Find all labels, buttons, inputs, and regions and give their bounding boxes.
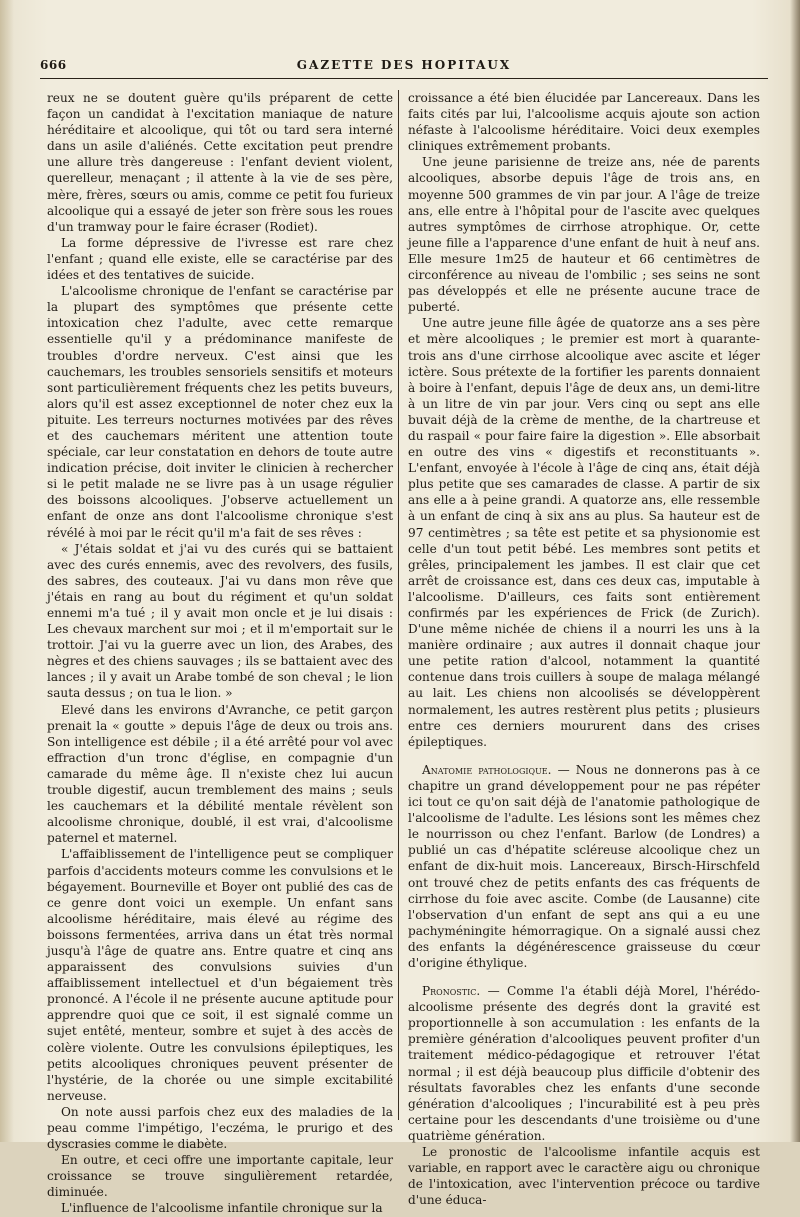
running-header <box>40 56 768 80</box>
section-body: — Comme l'a établi déjà Morel, l'hérédo-alcoolisme présente des degrés dont la gravité est proportionnelle à son accumulation : les enfants de la première génération d'alcooliques peuvent profiter d'un traitement médico-pédagogique et retrouver l'état normal ; il est déjà beaucoup plus difficile d'obtenir des résultats favorables chez les enfants d'une seconde génération d'alcooliques ; l'incurabilité est à peu près certaine pour les descendants d'une troisième ou d'une quatrième génération. <box>408 984 760 1143</box>
paragraph: reux ne se doutent guère qu'ils préparent de cette façon un candidat à l'excitation maniaque de nature héréditaire et alcoolique, qui tôt ou tard sera interné dans un asile d'aliénés. Cette excitation peut prendre une allure très dangereuse : l'enfant devient violent, querelleur, menaçant ; il attente à la vie de ses père, mère, frères, sœurs ou amis, comme ce petit fou furieux alcoolique qui a essayé de jeter son frère sous les roues d'un tramway pour le faire écraser (Rodiet). <box>47 91 393 234</box>
paragraph: La forme dépressive de l'ivresse est rare chez l'enfant ; quand elle existe, elle se caractérise par des idées et des tentatives de suicide. <box>47 235 393 283</box>
page-right-edge-shadow <box>790 0 800 1142</box>
section-pronostic <box>408 983 760 1144</box>
paragraph: L'affaiblissement de l'intelligence peut se compliquer parfois d'accidents moteurs comme les convulsions et le bégayement. Bourneville et Boyer ont publié des cas de ce genre dont voici un exemple. Un enfant sans alcoolisme héréditaire, mais élevé au régime des boissons fermentées, arriva dans un état très normal jusqu'à l'âge de quatre ans. Entre quatre et cinq ans apparaissent des convulsions suivies d'un affaiblissement intellectuel et d'un bégaiement très prononcé. A l'école il ne présente aucune aptitude pour apprendre quoi que ce soit, il est signalé comme un sujet entêté, menteur, sombre et sujet à des accès de colère violente. Outre les convulsions épileptiques, les petits alcooliques chroniques peuvent présenter de l'hystérie, de la chorée ou une simple excitabilité nerveuse. <box>47 847 393 1103</box>
paragraph: L'alcoolisme chronique de l'enfant se caractérise par la plupart des symptômes que présente cette intoxication chez l'adulte, avec cette remarque essentielle qu'il y a prédominance manifeste de troubles d'ordre nerveux. C'est ainsi que les cauchemars, les troubles sensoriels sensitifs et moteurs sont particulièrement fréquents chez les petits buveurs, alors qu'il est assez exceptionnel de noter chez eux la pituite. Les terreurs nocturnes motivées par des rêves et des cauchemars méritent une attention toute spéciale, car leur constatation en dehors de toute autre indication précise, doit inviter le clinicien à rechercher si le petit malade ne se livre pas à un usage régulier des boissons alcooliques. J'observe actuellement un enfant de onze ans dont l'alcoolisme chronique s'est révélé à moi par le récit qu'il m'a fait de ses rêves : <box>47 284 393 540</box>
journal-title: GAZETTE DES HOPITAUX <box>296 58 512 72</box>
paragraph: Une autre jeune fille âgée de quatorze ans a ses père et mère alcooliques ; le premier est mort à quarante-trois ans d'une cirrhose alcoolique avec ascite et léger ictère. Sous prétexte de la fortifier les parents donnaient à boire à l'enfant, depuis l'âge de deux ans, un demi-litre à un litre de vin par jour. Vers cinq ou sept ans elle buvait déjà de la crème de menthe, de la chartreuse et du raspail « pour faire faire la digestion ». Elle absorbait en outre des vins « digestifs et reconstituants ». L'enfant, envoyée à l'école à l'âge de cinq ans, était déjà plus petite que ses camarades de classe. A partir de six ans elle a à peine grandi. A quatorze ans, elle ressemble à un enfant de cinq à six ans au plus. Sa hauteur est de 97 centimètres ; sa tête est petite et sa physionomie est celle d'un tout petit bébé. Les membres sont petits et grêles, principalement les jambes. Il est clair que cet arrêt de croissance est, dans ces deux cas, imputable à l'alcoolisme. D'ailleurs, ces faits sont entièrement confirmés par les expériences de Frick (de Zurich). D'une même nichée de chiens il a nourri les uns à la manière ordinaire ; aux autres il donnait chaque jour une petite ration d'alcool, notamment la quantité contenue dans trois cuillers à soupe de malaga mélangé au lait. Les chiens non alcoolisés se développèrent normalement, les autres restèrent plus petits ; plusieurs entre ces derniers moururent dans des crises épileptiques. <box>408 316 760 749</box>
paragraph: croissance a été bien élucidée par Lancereaux. Dans les faits cités par lui, l'alcoolisme acquis ajoute son action néfaste à l'alcoolisme héréditaire. Voici deux exemples cliniques extrêmement probants. <box>408 91 760 154</box>
quoted-dream-paragraph: « J'étais soldat et j'ai vu des curés qui se battaient avec des curés ennemis, avec des revolvers, des fusils, des sabres, des couteaux. J'ai vu dans mon rêve que j'étais en rang au bout du régiment et qu'un soldat ennemi m'a tué ; il y avait mon oncle et je lui disais : Les chevaux marchent sur moi ; et il m'emportait sur le trottoir. J'ai vu la guerre avec un lion, des Arabes, des nègres et des chiens sauvages ; ils se battaient avec des lances ; il y avait un Arabe tombé de son cheval ; le lion sauta dessus ; on tua le lion. » <box>47 541 393 701</box>
header-rule <box>40 78 768 79</box>
section-heading: Anatomie pathologique. <box>422 762 552 777</box>
paragraph: Le pronostic de l'alcoolisme infantile acquis est variable, en rapport avec le caractère aigu ou chronique de l'intoxication, avec l'intervention précoce ou tardive d'une éduca- <box>408 1145 760 1208</box>
paragraph: On note aussi parfois chez eux des maladies de la peau comme l'impétigo, l'eczéma, le prurigo et des dyscrasies comme le diabète. <box>47 1104 393 1152</box>
section-body: — Nous ne donnerons pas à ce chapitre un grand développement pour ne pas répéter ici tout ce qu'on sait déjà de l'anatomie pathologique de l'alcoolisme de l'adulte. Les lésions sont les mêmes chez le nourrisson ou chez l'enfant. Barlow (de Londres) a publié un cas d'hépatite scléreuse alcoolique chez un enfant de dix-huit mois. Lancereaux, Birsch-Hirschfeld ont trouvé chez de petits enfants des cas fréquents de cirrhose du foie avec ascite. Combe (de Lausanne) cite l'observation d'un enfant de sept ans qui a eu une pachyméningite hémorragique. On a signalé aussi chez des enfants la dégénérescence graisseuse du cœur d'origine éthylique. <box>408 762 760 970</box>
section-heading: Pronostic. <box>422 984 481 999</box>
paragraph: Elevé dans les environs d'Avranche, ce petit garçon prenait la « goutte » depuis l'âge de deux ou trois ans. Son intelligence est débile ; il a été arrêté pour vol avec effraction d'un tronc d'église, en compagnie d'un camarade du même âge. Il n'existe chez lui aucun trouble digestif, aucun tremblement des mains ; seuls les cauchemars et la débilité mentale révèlent son alcoolisme chronique, doublé, il est vrai, d'alcoolisme paternel et maternel. <box>47 702 393 846</box>
right-column <box>408 90 760 1208</box>
paragraph: L'influence de l'alcoolisme infantile chronique sur la <box>61 1201 383 1216</box>
page-number: 666 <box>40 58 67 72</box>
column-divider <box>398 90 399 1120</box>
page-left-edge-shadow <box>0 0 14 1142</box>
paragraph: Une jeune parisienne de treize ans, née de parents alcooliques, absorbe depuis l'âge de trois ans, en moyenne 500 grammes de vin par jour. A l'âge de treize ans, elle entre à l'hôpital pour de l'ascite avec quelques autres symptômes de cirrhose atrophique. Or, cette jeune fille a l'apparence d'une enfant de huit à neuf ans. Elle mesure 1m25 de hauteur et 66 centimètres de circonférence au niveau de l'ombilic ; ses seins ne sont pas développés et elle ne présente aucune trace de puberté. <box>408 155 760 315</box>
paragraph: En outre, et ceci offre une importante capitale, leur croissance se trouve singulièrement retardée, diminuée. <box>47 1153 393 1200</box>
left-column <box>47 90 393 1217</box>
section-anatomie-pathologique <box>408 762 760 971</box>
